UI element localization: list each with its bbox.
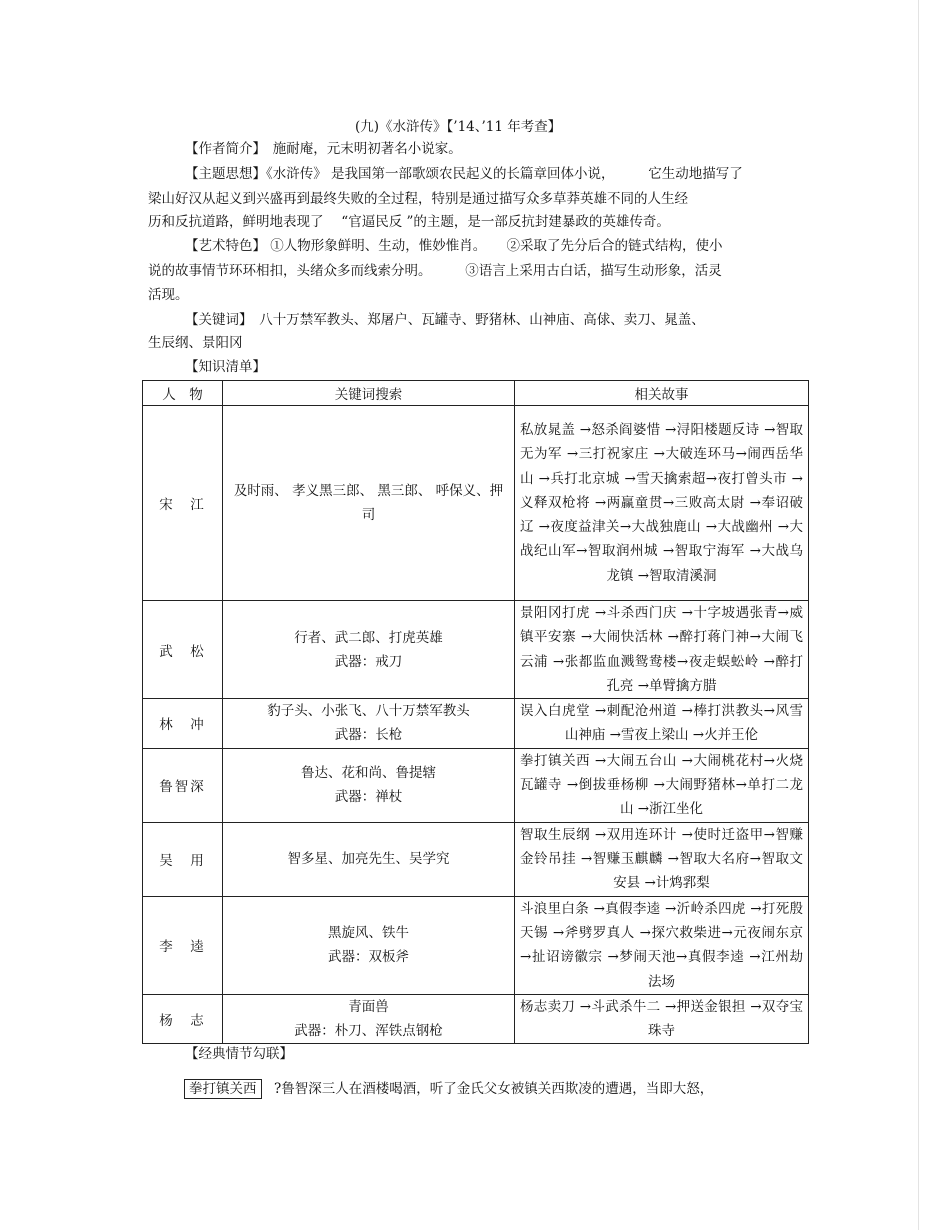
theme-line-3: 历和反抗道路，鲜明地表现了 “官逼民反 ”的主题，是一部反抗封建暴政的英雄传奇。 [148, 214, 670, 230]
weapon-text: 武器：朴刀、浑铁点钢枪 [294, 1023, 443, 1040]
art-line-1: 【艺术特色】 ①人物形象鲜明、生动，惟妙惟肖。 ②采取了先分后合的链式结构，使小 [185, 238, 723, 254]
classic-plot-heading: 【经典情节勾联】 [185, 1046, 293, 1062]
author-intro: 【作者简介】 施耐庵，元末明初著名小说家。 [185, 141, 462, 157]
knowledge-table [142, 380, 809, 1044]
character-name: 杨 志 [143, 994, 223, 1044]
character-stories: 误入白虎堂 →刺配沧州道 →棒打洪教头→风雪山神庙 →雪夜上梁山 →火并王伦 [515, 699, 809, 749]
character-stories: 智取生辰纲 →双用连环计 →使时迁盗甲→智赚金铃吊挂 →智赚玉麒麟 →智取大名府→智取文安县 →计鸩郛梨 [515, 822, 809, 896]
character-keywords [223, 822, 515, 896]
keywords-text: 及时雨、 孝义黑三郎、 黑三郎、 呼保义、押司 [233, 483, 504, 523]
page-edge-rule [918, 0, 919, 1230]
character-stories: 景阳冈打虎 →斗杀西门庆 →十字坡遇张青→威镇平安寨 →大闹快活林 →醉打蒋门神→大闹飞云浦 →张都监血溅鸳鸯楼→夜走蜈蚣岭 →醉打孔亮 →单臂擒方腊 [515, 601, 809, 699]
header-stories: 相关故事 [515, 381, 809, 406]
table-row [143, 601, 809, 699]
character-keywords [223, 601, 515, 699]
table-row [143, 748, 809, 822]
character-stories: 杨志卖刀 →斗武杀牛二 →押送金银担 →双夺宝珠寺 [515, 994, 809, 1044]
section-title: (九)《水浒传》【’14、’11 年考查】 [355, 119, 562, 135]
weapon-text: 武器：戒刀 [334, 653, 403, 670]
keywords-text: 智多星、加亮先生、吴学究 [287, 851, 450, 868]
plot-text: ?鲁智深三人在酒楼喝酒，听了金氏父女被镇关西欺凌的遭遇，当即大怒， [274, 1081, 714, 1097]
character-name: 林 冲 [143, 699, 223, 749]
character-keywords [223, 406, 515, 601]
weapon-text: 武器：禅杖 [334, 789, 403, 806]
art-line-2: 说的故事情节环环相扣，头绪众多而线索分明。 ③语言上采用古白话，描写生动形象，活灵 [148, 263, 722, 279]
keywords-text: 黑旋风、铁牛 [328, 925, 409, 942]
character-keywords [223, 699, 515, 749]
table-row [143, 822, 809, 896]
character-keywords [223, 994, 515, 1044]
art-line-3: 活现。 [148, 287, 189, 303]
header-keywords: 关键词搜索 [223, 381, 515, 406]
table-header-row [143, 381, 809, 406]
weapon-text: 武器：双板斧 [328, 949, 409, 966]
character-stories: 斗浪里白条 →真假李逵 →沂岭杀四虎 →打死殷天锡 →斧劈罗真人 →探穴救柴进→元夜闹东京 →扯诏谤徽宗 →梦闹天池→真假李逵 →江州劫法场 [515, 896, 809, 994]
theme-line-2: 梁山好汉从起义到兴盛再到最终失败的全过程，特别是通过描写众多草莽英雄不同的人生经 [148, 191, 688, 207]
character-name: 武 松 [143, 601, 223, 699]
character-name: 李 逵 [143, 896, 223, 994]
character-keywords [223, 896, 515, 994]
header-person: 人 物 [143, 381, 223, 406]
character-stories: 私放晁盖 →怒杀阎婆惜 →浔阳楼题反诗 →智取无为军 →三打祝家庄 →大破连环马→闹西岳华山 →兵打北京城 →雪天擒索超→夜打曾头市 →义释双枪将 →两赢童贯→三败高太尉 →奉诏破辽 →夜度益津关→大战独鹿山 →大战幽州 →大战纪山军→智取润州城 →智取宁海军 →大战乌龙镇 →智取清溪洞 [515, 406, 809, 601]
character-name: 鲁智深 [143, 748, 223, 822]
character-keywords [223, 748, 515, 822]
keywords-text: 行者、武二郎、打虎英雄 [294, 629, 443, 646]
table-row [143, 994, 809, 1044]
keywords-line-1: 【关键词】 八十万禁军教头、郑屠户、瓦罐寺、野猪林、山神庙、高俅、卖刀、晁盖、 [185, 312, 705, 328]
character-stories: 拳打镇关西 →大闹五台山 →大闹桃花村→火烧瓦罐寺 →倒拔垂杨柳 →大闹野猪林→单打二龙山 →浙江坐化 [515, 748, 809, 822]
table-row [143, 699, 809, 749]
plot-label-box: 拳打镇关西 [184, 1079, 262, 1099]
keywords-text: 豹子头、小张飞、八十万禁军教头 [267, 703, 470, 720]
character-name: 宋 江 [143, 406, 223, 601]
weapon-text: 武器：长枪 [334, 727, 403, 744]
knowledge-list-heading: 【知识清单】 [185, 359, 266, 375]
keywords-line-2: 生辰纲、景阳冈 [148, 335, 243, 351]
table-row [143, 896, 809, 994]
table-row [143, 406, 809, 601]
character-name: 吴 用 [143, 822, 223, 896]
theme-line-1: 【主题思想】《水浒传》 是我国第一部歌颂农民起义的长篇章回体小说， 它生动地描写了 [185, 166, 743, 182]
keywords-text: 鲁达、花和尚、鲁提辖 [301, 765, 436, 782]
keywords-text: 青面兽 [348, 999, 389, 1016]
